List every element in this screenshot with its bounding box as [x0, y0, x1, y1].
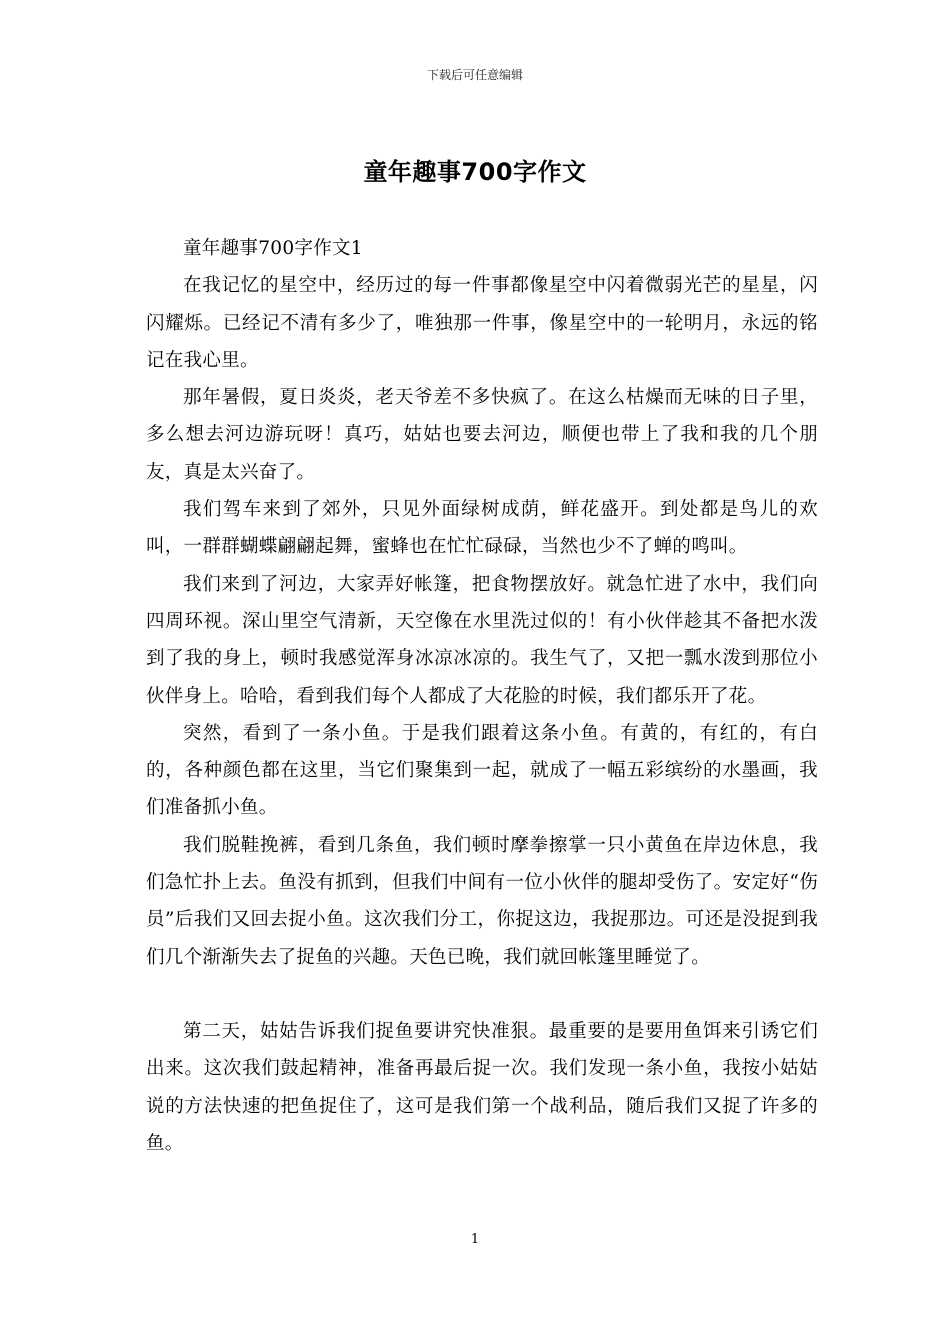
- paragraph: 在我记忆的星空中，经历过的每一件事都像星空中闪着微弱光芒的星星，闪闪耀烁。已经记不清有多少了，唯独那一件事，像星空中的一轮明月，永远的铭记在我心里。: [146, 275, 818, 371]
- section-heading: 童年趣事700字作文1: [183, 238, 363, 259]
- paragraph: 突然，看到了一条小鱼。于是我们跟着这条小鱼。有黄的，有红的，有白的，各种颜色都在这里，当它们聚集到一起，就成了一幅五彩缤纷的水墨画，我们准备抓小鱼。: [146, 722, 818, 819]
- paragraph: 我们脱鞋挽裤，看到几条鱼，我们顿时摩拳擦掌一只小黄鱼在岸边休息，我们急忙扑上去。鱼没有抓到，但我们中间有一位小伙伴的腿却受伤了。安定好“伤员”后我们又回去捉小鱼。这次我们分工，你捉这边，我捉那边。可还是没捉到我们几个渐渐失去了捉鱼的兴趣。天色已晚，我们就回帐篷里睡觉了。: [146, 834, 818, 968]
- document-body: [146, 230, 818, 1162]
- page-number: 1: [470, 1232, 480, 1247]
- document-title: 童年趣事700字作文: [363, 158, 587, 186]
- paragraph: 我们来到了河边，大家弄好帐篷，把食物摆放好。就急忙进了水中，我们向四周环视。深山里空气清新，天空像在水里洗过似的！有小伙伴趁其不备把水泼到了我的身上，顿时我感觉浑身冰凉冰凉的。我生气了，又把一瓢水泼到那位小伙伴身上。哈哈，看到我们每个人都成了大花脸的时候，我们都乐开了花。: [146, 573, 818, 707]
- paragraph: 第二天，姑姑告诉我们捉鱼要讲究快准狠。最重要的是要用鱼饵来引诱它们出来。这次我们鼓起精神，准备再最后捉一次。我们发现一条小鱼，我按小姑姑说的方法快速的把鱼捉住了，这可是我们第一个战利品，随后我们又捉了许多的鱼。: [146, 1020, 818, 1154]
- paragraph: 我们驾车来到了郊外，只见外面绿树成荫，鲜花盛开。到处都是鸟儿的欢叫，一群群蝴蝶翩翩起舞，蜜蜂也在忙忙碌碌，当然也少不了蝉的鸣叫。: [146, 499, 818, 558]
- header-note: 下载后可任意编辑: [426, 68, 523, 82]
- paragraph: 那年暑假，夏日炎炎，老天爷差不多快疯了。在这么枯燥而无味的日子里，多么想去河边游玩呀！真巧，姑姑也要去河边，顺便也带上了我和我的几个朋友，真是太兴奋了。: [146, 387, 818, 483]
